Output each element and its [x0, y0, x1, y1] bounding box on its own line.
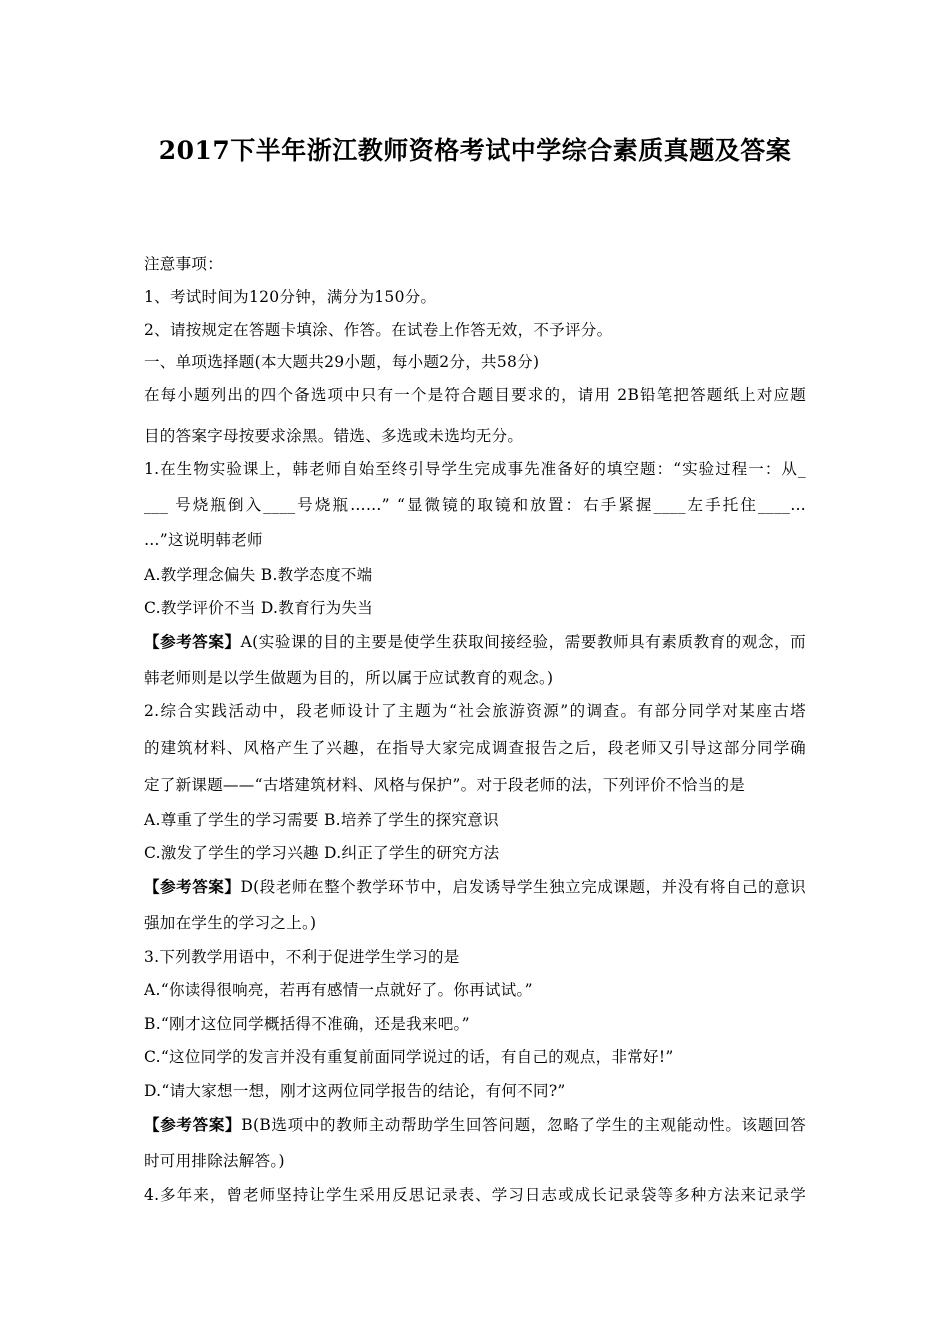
answer-text: B(B选项中的教师主动帮助学生回答问题，忽略了学生的主观能动性。该题回答 [241, 1116, 806, 1134]
answer-line: 韩老师则是以学生做题为目的，所以属于应试教育的观念。) [144, 669, 554, 687]
page-title: 2017下半年浙江教师资格考试中学综合素质真题及答案 [158, 136, 792, 165]
answer-line [144, 877, 806, 897]
answer-tag: 【参考答案】 [144, 877, 241, 896]
answer-line: 时可用排除法解答。) [144, 1152, 285, 1170]
question-stem-line: …”这说明韩老师 [144, 531, 263, 549]
option-line: C.“这位同学的发言并没有重复前面同学说过的话，有自己的观点，非常好!” [144, 1048, 674, 1066]
answer-tag: 【参考答案】 [144, 632, 241, 651]
notice-heading: 注意事项： [144, 255, 224, 273]
notice-item: 1、考试时间为120分钟，满分为150分。 [144, 288, 437, 306]
question-stem-line: 2.综合实践活动中，段老师设计了主题为“社会旅游资源”的调查。有部分同学对某座古塔 [144, 702, 806, 720]
option-line: A.尊重了学生的学习需要 B.培养了学生的探究意识 [144, 811, 499, 829]
answer-line [144, 632, 806, 652]
question-stem-line: ___ 号烧瓶倒入____号烧瓶……” “显微镜的取镜和放置：右手紧握____左手托住____… [144, 496, 806, 514]
answer-text: A(实验课的目的主要是使学生获取间接经验，需要教师具有素质教育的观念，而 [240, 633, 806, 651]
answer-line [144, 1115, 806, 1135]
question-stem-line: 4.多年来，曾老师坚持让学生采用反思记录表、学习日志或成长记录袋等多种方法来记录学 [144, 1186, 806, 1204]
option-line: D.“请大家想一想，刚才这两位同学报告的结论，有何不同?” [144, 1082, 566, 1100]
section-intro-line: 在每小题列出的四个备选项中只有一个是符合题目要求的，请用 2B铅笔把答题纸上对应题 [144, 386, 806, 404]
section-intro-line: 目的答案字母按要求涂黑。错选、多选或未选均无分。 [144, 427, 524, 445]
section-heading: 一、单项选择题(本大题共29小题，每小题2分，共58分) [144, 353, 540, 371]
question-stem-line: 3.下列教学用语中，不利于促进学生学习的是 [144, 948, 460, 966]
option-line: A.教学理念偏失 B.教学态度不端 [144, 566, 373, 584]
option-line: C.激发了学生的学习兴趣 D.纠正了学生的研究方法 [144, 844, 500, 862]
option-line: B.“刚才这位同学概括得不准确，还是我来吧。” [144, 1015, 470, 1033]
answer-text: D(段老师在整个教学环节中，启发诱导学生独立完成课题，并没有将自己的意识 [240, 878, 806, 896]
notice-item: 2、请按规定在答题卡填涂、作答。在试卷上作答无效，不予评分。 [144, 321, 613, 339]
answer-tag: 【参考答案】 [144, 1115, 242, 1134]
question-stem-line: 定了新课题——“古塔建筑材料、风格与保护”。对于段老师的法，下列评价不恰当的是 [144, 776, 746, 794]
option-line: C.教学评价不当 D.教育行为失当 [144, 599, 374, 617]
option-line: A.“你读得很响亮，若再有感情一点就好了。你再试试。” [144, 981, 533, 999]
question-stem-line: 的建筑材料、风格产生了兴趣，在指导大家完成调查报告之后，段老师又引导这部分同学确 [144, 739, 806, 757]
question-stem-line: 1.在生物实验课上，韩老师自始至终引导学生完成事先准备好的填空题：“实验过程一：从_ [144, 460, 806, 478]
answer-line: 强加在学生的学习之上。) [144, 914, 317, 932]
